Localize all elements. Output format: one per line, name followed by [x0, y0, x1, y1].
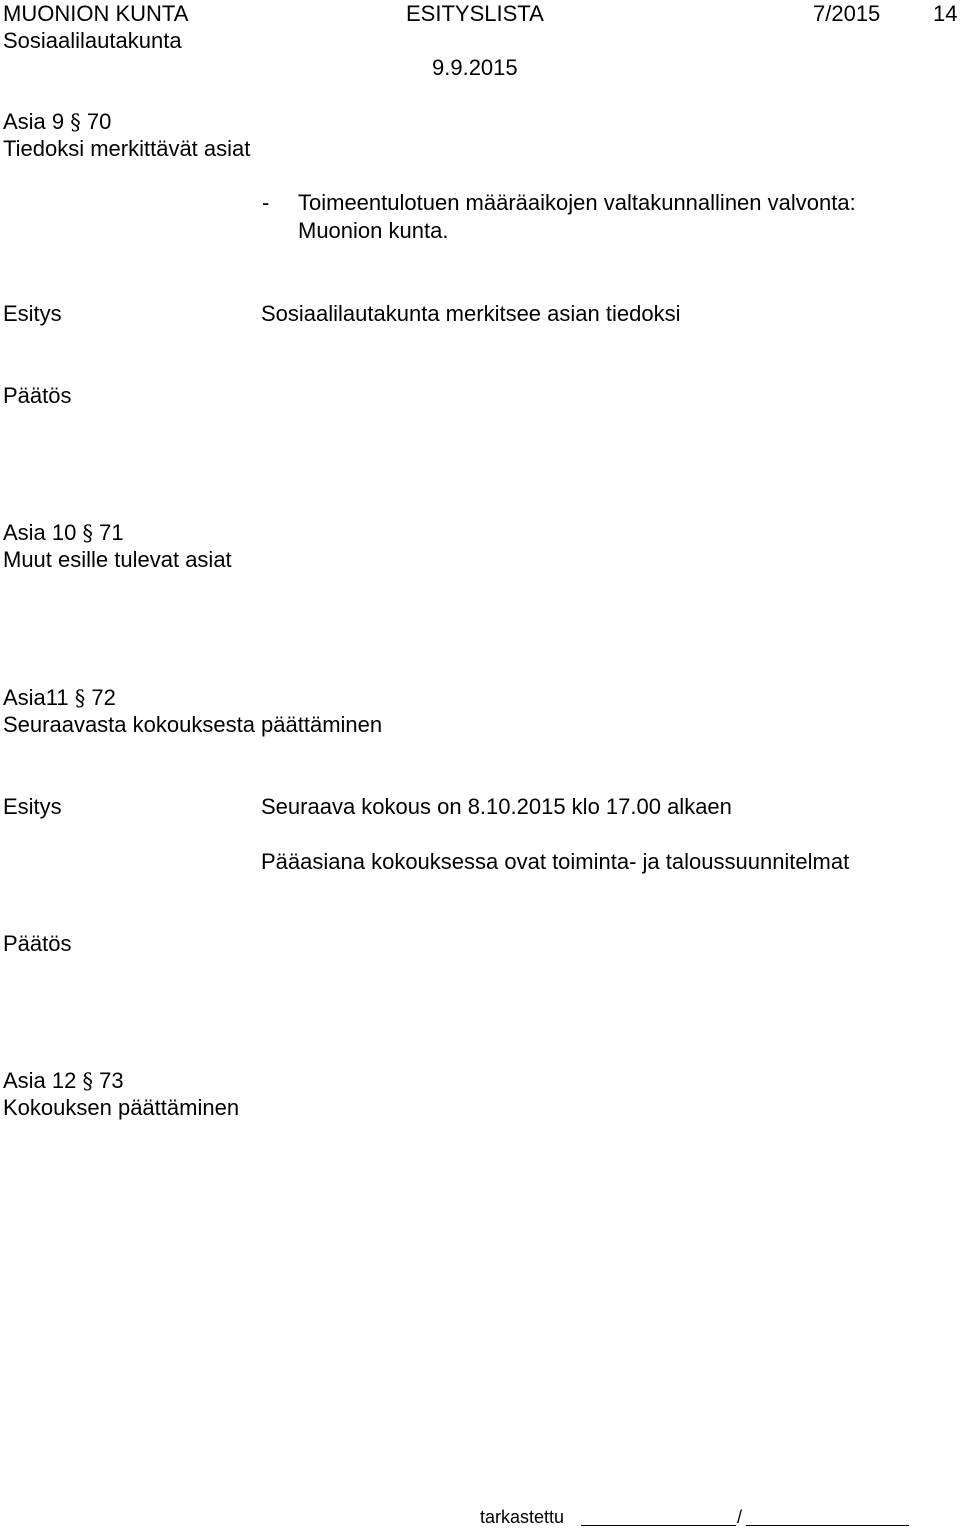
bullet-text-line-1: Toimeentulotuen määräaikojen valtakunnallinen valvonta: — [298, 190, 856, 215]
section-sign: § — [82, 521, 94, 545]
asia-label: Asia 12 — [3, 1068, 77, 1093]
item-heading-asia-11 — [3, 685, 116, 711]
paatos-label: Päätös — [3, 931, 72, 956]
paatos-label: Päätös — [3, 383, 72, 408]
item-heading-asia-9 — [3, 109, 111, 135]
paragraph-number: 73 — [99, 1068, 124, 1093]
esitys-text-line-1: Seuraava kokous on 8.10.2015 klo 17.00 alkaen — [261, 794, 732, 819]
item-title: Muut esille tulevat asiat — [3, 547, 232, 572]
item-title: Tiedoksi merkittävät asiat — [3, 136, 251, 161]
section-sign: § — [70, 110, 81, 134]
esitys-text-line-2: Pääasiana kokouksessa ovat toiminta- ja taloussuunnitelmat — [261, 849, 850, 874]
item-heading-asia-10 — [3, 520, 124, 546]
asia-label: Asia11 — [3, 685, 69, 710]
section-sign: § — [82, 1069, 94, 1093]
document-type: ESITYSLISTA — [406, 1, 544, 26]
esitys-label: Esitys — [3, 794, 62, 819]
meeting-date: 9.9.2015 — [432, 55, 518, 80]
bullet-text-line-2: Muonion kunta. — [298, 218, 449, 243]
item-title: Seuraavasta kokouksesta päättäminen — [3, 712, 383, 737]
paragraph-number: 71 — [99, 520, 124, 545]
board-name: Sosiaalilautakunta — [3, 28, 182, 53]
asia-label: Asia 10 — [3, 520, 77, 545]
page-number: 14 — [933, 1, 958, 26]
signature-line-2 — [746, 1525, 909, 1526]
bullet-dash: - — [262, 190, 270, 215]
section-sign: § — [74, 686, 86, 710]
org-name: MUONION KUNTA — [3, 1, 189, 26]
item-heading-asia-12 — [3, 1068, 124, 1094]
paragraph-number: 70 — [86, 109, 112, 134]
asia-label: Asia 9 — [3, 109, 65, 134]
meeting-number: 7/2015 — [813, 1, 881, 26]
separator-slash: / — [737, 1507, 743, 1527]
item-title: Kokouksen päättäminen — [3, 1095, 240, 1120]
checked-label: tarkastettu — [480, 1507, 565, 1527]
signature-line-1 — [581, 1525, 736, 1526]
esitys-label: Esitys — [3, 301, 62, 326]
paragraph-number: 72 — [91, 685, 116, 710]
esitys-text: Sosiaalilautakunta merkitsee asian tiedoksi — [261, 301, 681, 326]
